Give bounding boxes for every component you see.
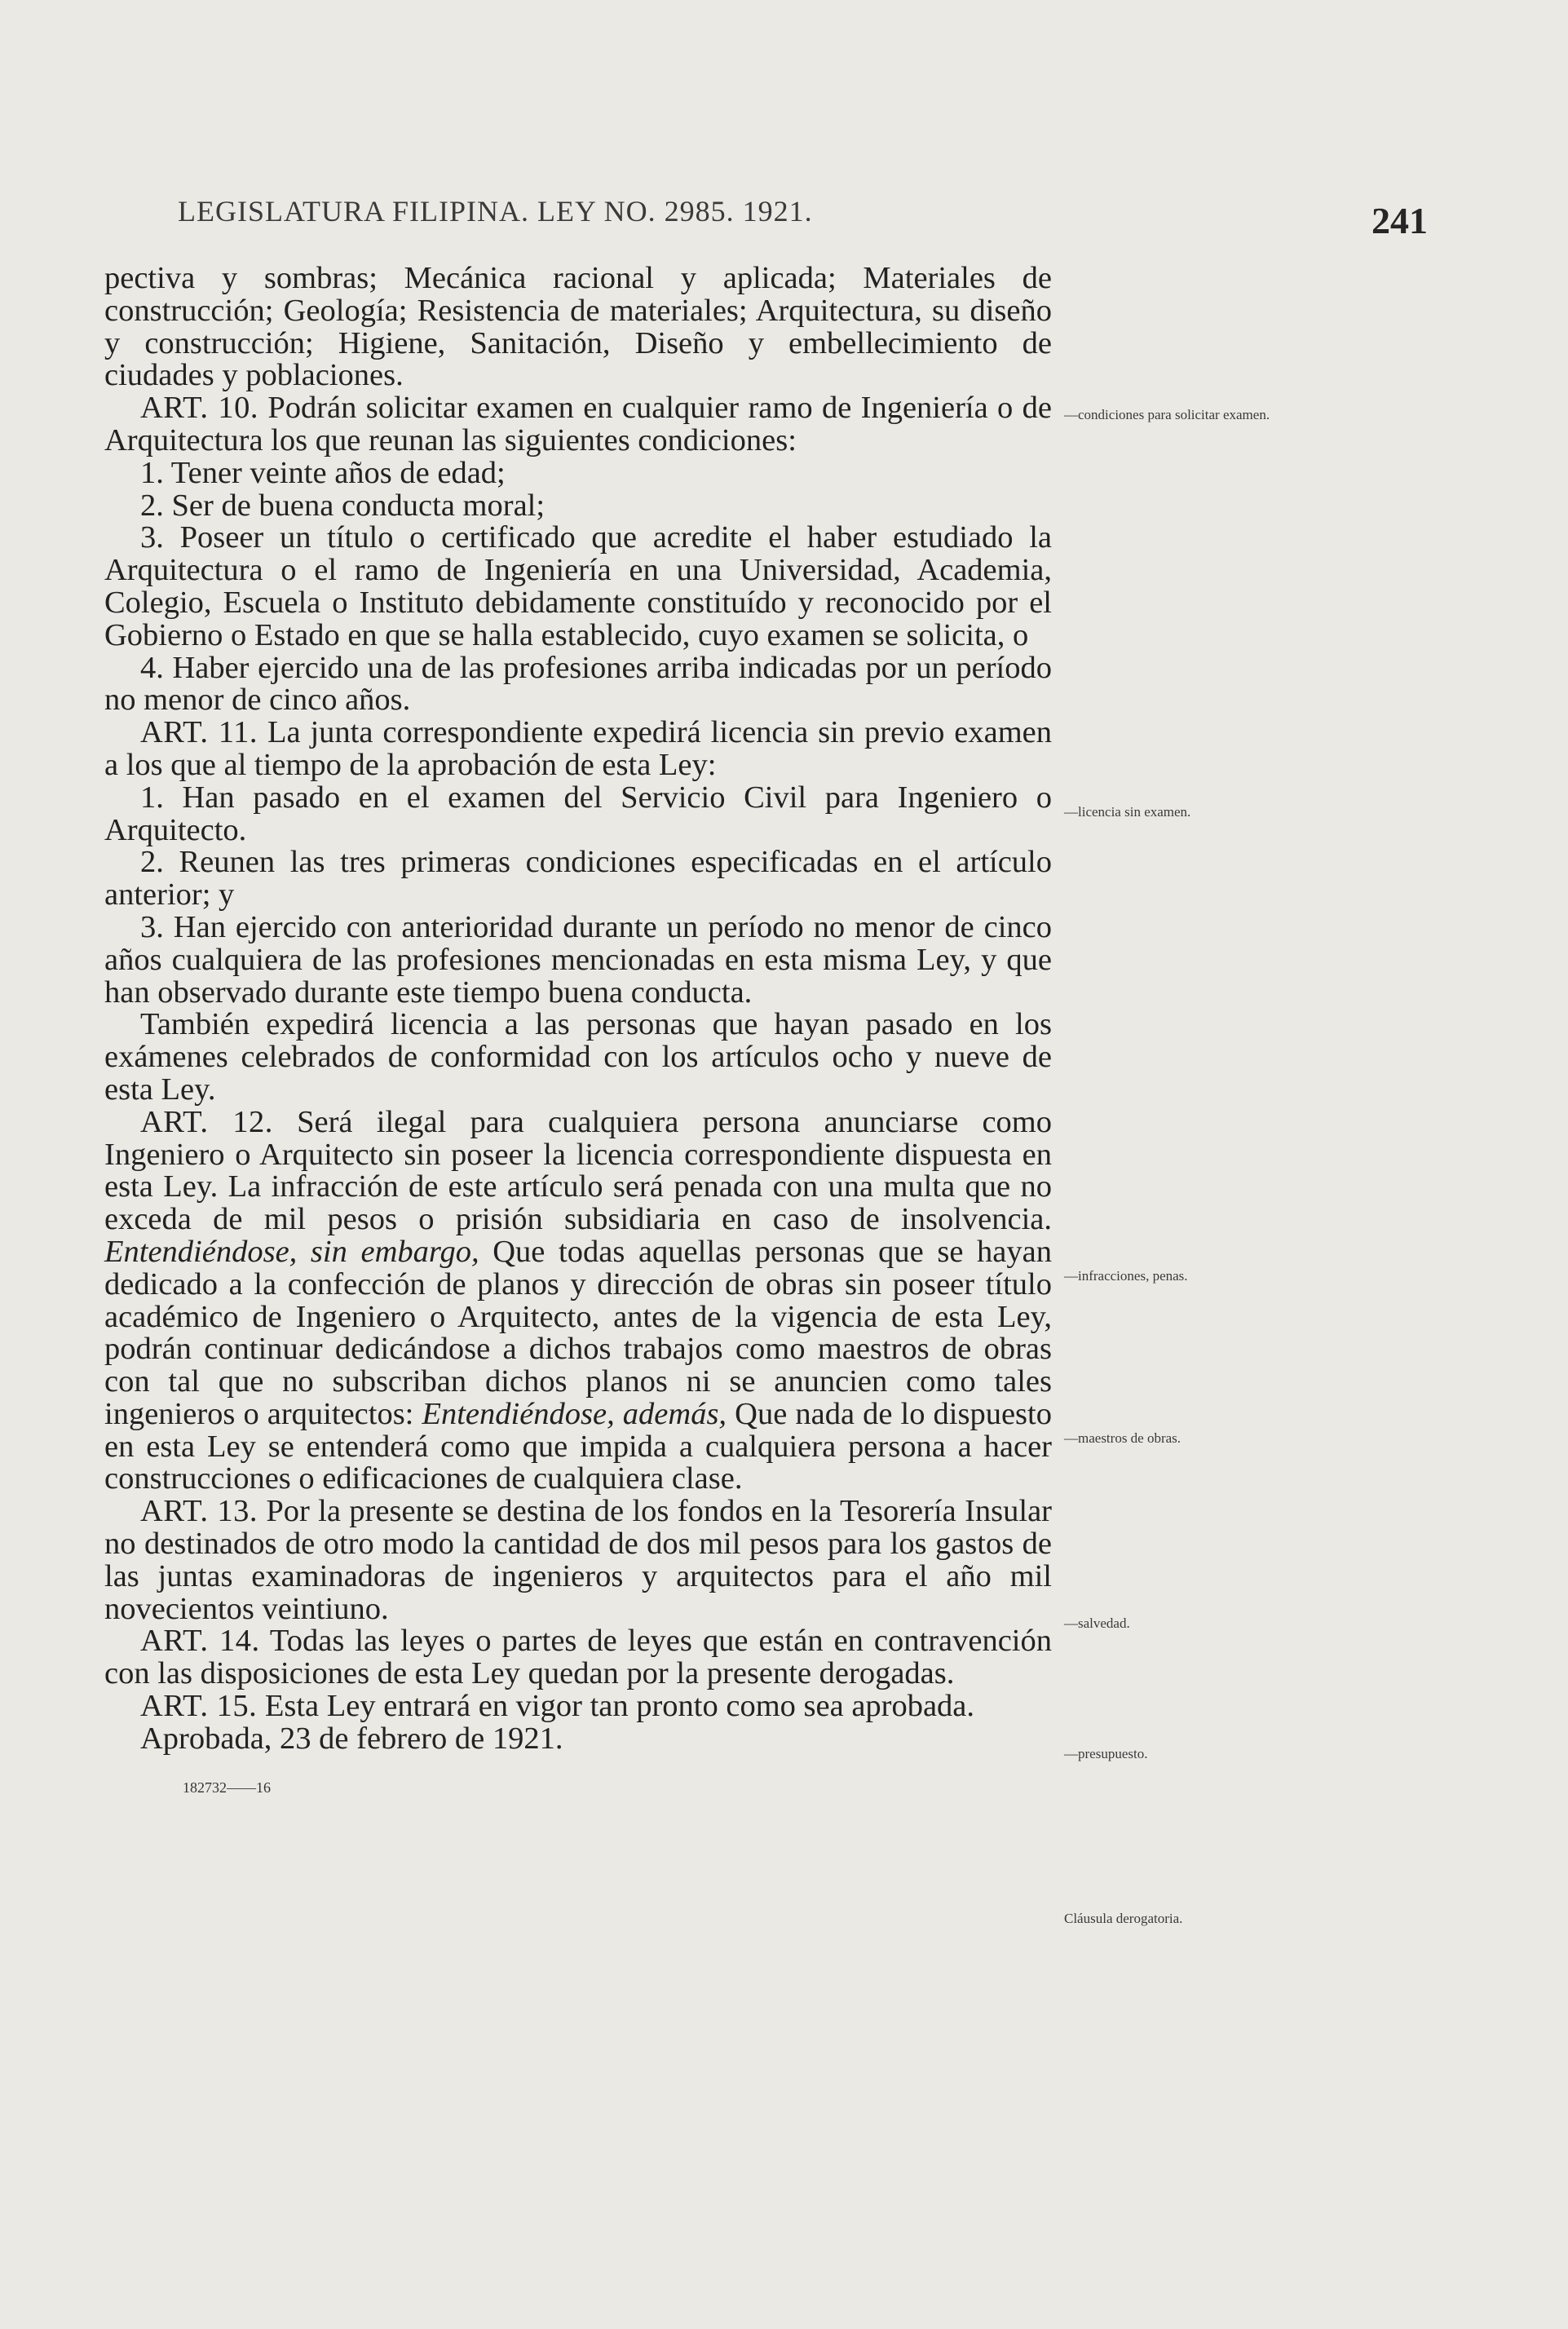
margin-note: —salvedad. xyxy=(1064,1615,1130,1631)
body-text xyxy=(104,263,1052,1796)
margin-note: —infracciones, penas. xyxy=(1064,1268,1188,1284)
article-label: ART. 15. xyxy=(140,1689,258,1724)
approval-date: Aprobada, 23 de febrero de 1921. xyxy=(140,1721,563,1756)
article-15 xyxy=(104,1690,1052,1723)
margin-note: —licencia sin examen. xyxy=(1064,804,1191,820)
article-text: Todas las leyes o partes de leyes que están en contravención con las disposiciones de esta Ley quedan por la presente derogadas. xyxy=(104,1624,1052,1691)
article-label: ART. 12. xyxy=(140,1104,273,1139)
article-text: Que nada de lo dispuesto en esta Ley se entenderá como que impida a cualquiera persona a hacer construcciones o edificaciones de cualquiera clase. xyxy=(104,1396,1052,1496)
article-13 xyxy=(104,1496,1052,1625)
article-text: Que todas aquellas personas que se hayan dedicado a la confección de planos y dirección de obras sin poseer título académico de Ingeniero o Arquitecto, antes de la vigencia de esta Ley, podrán continuar dedicándose a dichos trabajos como maestros de obras con tal que no subscriban dichos planos ni se anuncien como tales ingenieros o arquitectos: xyxy=(104,1234,1052,1431)
list-item: 3. Han ejercido con anterioridad durante un período no menor de cinco años cualquiera de las profesiones mencionadas en esta misma Ley, y que han observado durante este tiempo buena conducta. xyxy=(104,909,1052,1010)
article-label: ART. 14. xyxy=(140,1624,260,1659)
article-text: Podrán solicitar examen en cualquier ramo de Ingeniería o de Arquitectura los que reunan las siguientes condiciones: xyxy=(104,391,1052,457)
article-text: La junta correspondiente expedirá licencia sin previo examen a los que al tiempo de la aprobación de esta Ley: xyxy=(104,715,1052,782)
list-item: 2. Ser de buena conducta moral; xyxy=(140,488,545,523)
list-item: 3. Poseer un título o certificado que acredite el haber estudiado la Arquitectura o el ramo de Ingeniería en una Universidad, Academia, Colegio, Escuela o Instituto debidamente constituído y reconocido por el Gobierno o Estado en que se halla establecido, cuyo examen se solicita, o xyxy=(104,520,1052,652)
article-label: ART. 11. xyxy=(140,715,258,750)
running-header: LEGISLATURA FILIPINA. LEY NO. 2985. 1921. xyxy=(178,195,813,228)
article-14 xyxy=(104,1625,1052,1690)
list-item: 1. Han pasado en el examen del Servicio Civil para Ingeniero o Arquitecto. xyxy=(104,780,1052,847)
italic-proviso: Entendiéndose, sin embargo, xyxy=(104,1234,479,1269)
list-item: 1. Tener veinte años de edad; xyxy=(140,455,506,490)
article-label: ART. 13. xyxy=(140,1494,258,1529)
italic-proviso: Entendiéndose, además, xyxy=(422,1396,727,1431)
paragraph-continuation: pectiva y sombras; Mecánica racional y aplicada; Materiales de construcción; Geología; Resistencia de materiales; Arquitectura, su diseño y construcción; Higiene, Sanitación, Diseño y embellecimiento de ciudades y poblaciones. xyxy=(104,261,1052,393)
paragraph: También expedirá licencia a las personas que hayan pasado en los exámenes celebrados de conformidad con los artículos ocho y nueve de esta Ley. xyxy=(104,1007,1052,1107)
article-text: Será ilegal para cualquiera persona anunciarse como Ingeniero o Arquitecto sin poseer la licencia correspondiente dispuesta en esta Ley. La infracción de este artículo será penada con una multa que no exceda de mil pesos o prisión subsidiaria en caso de insolvencia. xyxy=(104,1104,1052,1237)
list-item: 4. Haber ejercido una de las profesiones arriba indicadas por un período no menor de cinco años. xyxy=(104,650,1052,718)
margin-note: —condiciones para solicitar examen. xyxy=(1064,407,1270,422)
margin-note: Cláusula derogatoria. xyxy=(1064,1911,1183,1926)
page-number: 241 xyxy=(1371,200,1428,241)
article-label: ART. 10. xyxy=(140,391,258,426)
article-text: Esta Ley entrará en vigor tan pronto como sea aprobada. xyxy=(257,1689,975,1724)
margin-note: —maestros de obras. xyxy=(1064,1430,1182,1446)
article-11 xyxy=(104,717,1052,782)
list-item: 2. Reunen las tres primeras condiciones especificadas en el artículo anterior; y xyxy=(104,845,1052,913)
article-10 xyxy=(104,392,1052,457)
article-text: Por la presente se destina de los fondos en la Tesorería Insular no destinados de otro modo la cantidad de dos mil pesos para los gastos de las juntas examinadoras de ingenieros y arquitectos para el año mil novecientos veintiuno. xyxy=(104,1494,1052,1626)
printer-code: 182732——16 xyxy=(183,1779,271,1796)
article-12 xyxy=(104,1104,1052,1496)
margin-note: —presupuesto. xyxy=(1064,1746,1148,1761)
